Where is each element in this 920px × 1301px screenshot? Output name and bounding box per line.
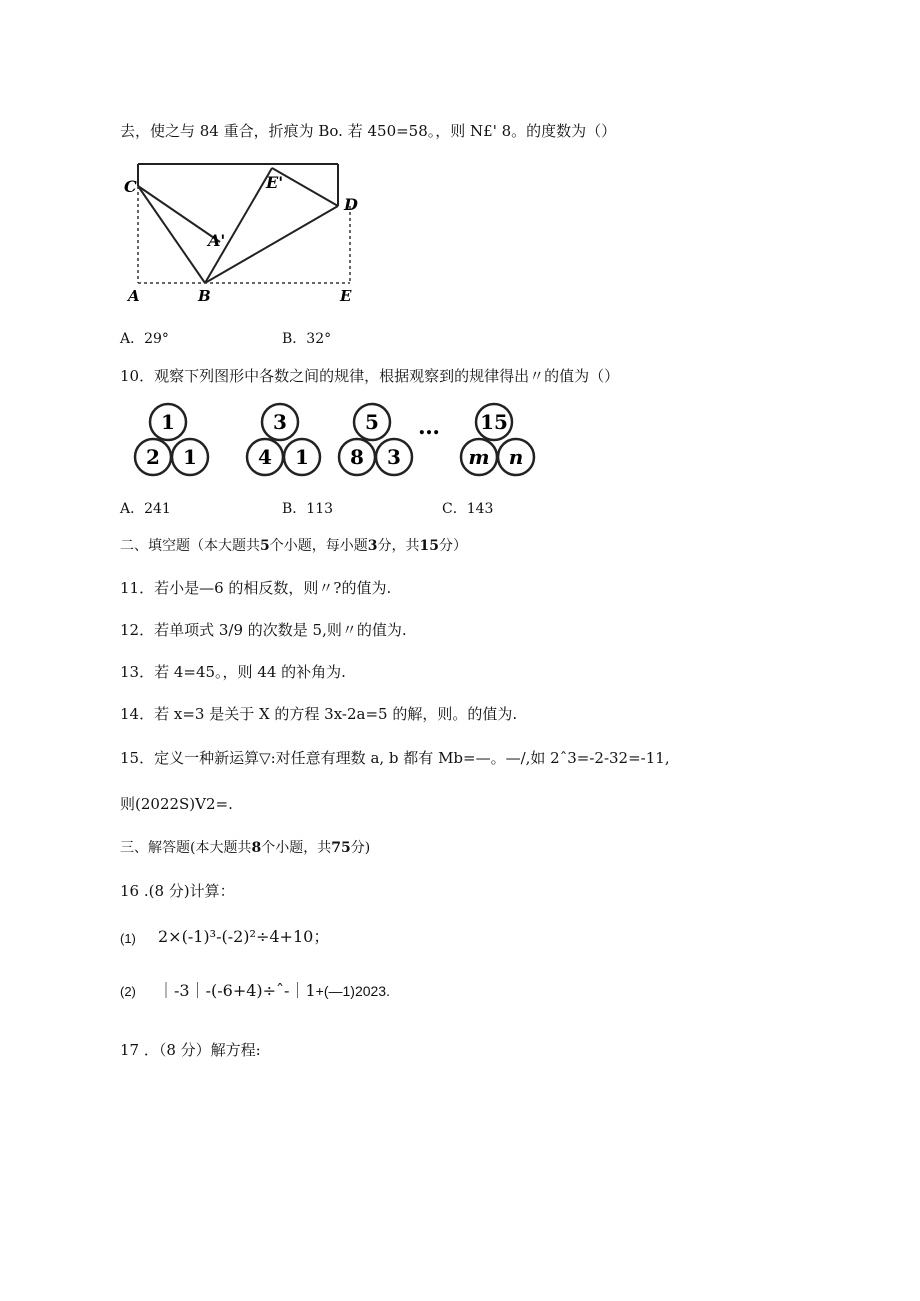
label-B: B <box>198 287 211 305</box>
q16-part1-label: (1) <box>120 931 136 946</box>
circle-pattern-figure <box>120 398 540 484</box>
group3-top: 5 <box>365 410 379 434</box>
question-11-text: 11．若小是—6 的相反数，则〃?的值为. <box>120 579 392 597</box>
group1-right: 1 <box>183 445 197 469</box>
group4-left: m <box>468 445 490 469</box>
q9-option-a: A．29° <box>120 331 169 347</box>
label-A: A <box>128 287 140 305</box>
group3-right: 3 <box>387 445 401 469</box>
section-2-heading: 二、填空题（本大题共5个小题，每小题3分，共15分） <box>120 538 467 554</box>
q10-option-b: B．113 <box>282 501 334 517</box>
group2-top: 3 <box>273 410 287 434</box>
label-E: E <box>340 287 352 305</box>
question-17-text: 17 ．（8 分）解方程: <box>120 1041 261 1059</box>
group1-left: 2 <box>146 445 160 469</box>
question-15-line1: 15．定义一种新运算▽:对任意有理数 a, b 都有 Mb=—。—/,如 2ˆ3=-2-32=-11, <box>120 749 670 767</box>
q10-option-a: A．241 <box>120 501 171 517</box>
q16-part1-expression: 2×(-1)³-(-2)²÷4+10； <box>158 927 330 946</box>
group4-right: n <box>508 445 524 469</box>
fold-figure <box>120 158 370 308</box>
question-10-text: 10．观察下列图形中各数之间的规律，根据观察到的规律得出〃的值为（） <box>120 367 620 385</box>
question-9-text: 去，使之与 84 重合，折痕为 Bo. 若 450=58。，则 N£' 8。的度数为（） <box>120 122 617 140</box>
label-A-prime: A' <box>208 231 226 250</box>
group1-top: 1 <box>161 410 175 434</box>
question-16-title: 16 .(8 分)计算： <box>120 882 235 900</box>
group4-top: 15 <box>480 410 508 434</box>
q10-option-c: C．143 <box>442 501 494 517</box>
group3-left: 8 <box>350 445 364 469</box>
q9-option-b: B．32° <box>282 331 332 347</box>
question-14-text: 14．若 x=3 是关于 X 的方程 3x-2a=5 的解，则。的值为. <box>120 705 518 723</box>
group2-left: 4 <box>258 445 272 469</box>
label-C: C <box>124 177 137 196</box>
q16-part2-expression: ｜-3｜-(-6+4)÷ˆ-｜1+(—1)2023. <box>158 981 390 1000</box>
q16-part2-label: (2) <box>120 984 136 999</box>
label-E-prime: E' <box>266 173 284 192</box>
label-D: D <box>344 195 358 214</box>
section-3-heading: 三、解答题(本大题共8个小题，共75分) <box>120 840 371 856</box>
question-12-text: 12．若单项式 3/9 的次数是 5,则〃的值为. <box>120 621 407 639</box>
question-13-text: 13．若 4=45。，则 44 的补角为. <box>120 663 346 681</box>
group2-right: 1 <box>295 445 309 469</box>
question-15-line2: 则(2022S)V2=. <box>120 795 233 813</box>
ellipsis: … <box>418 414 440 440</box>
